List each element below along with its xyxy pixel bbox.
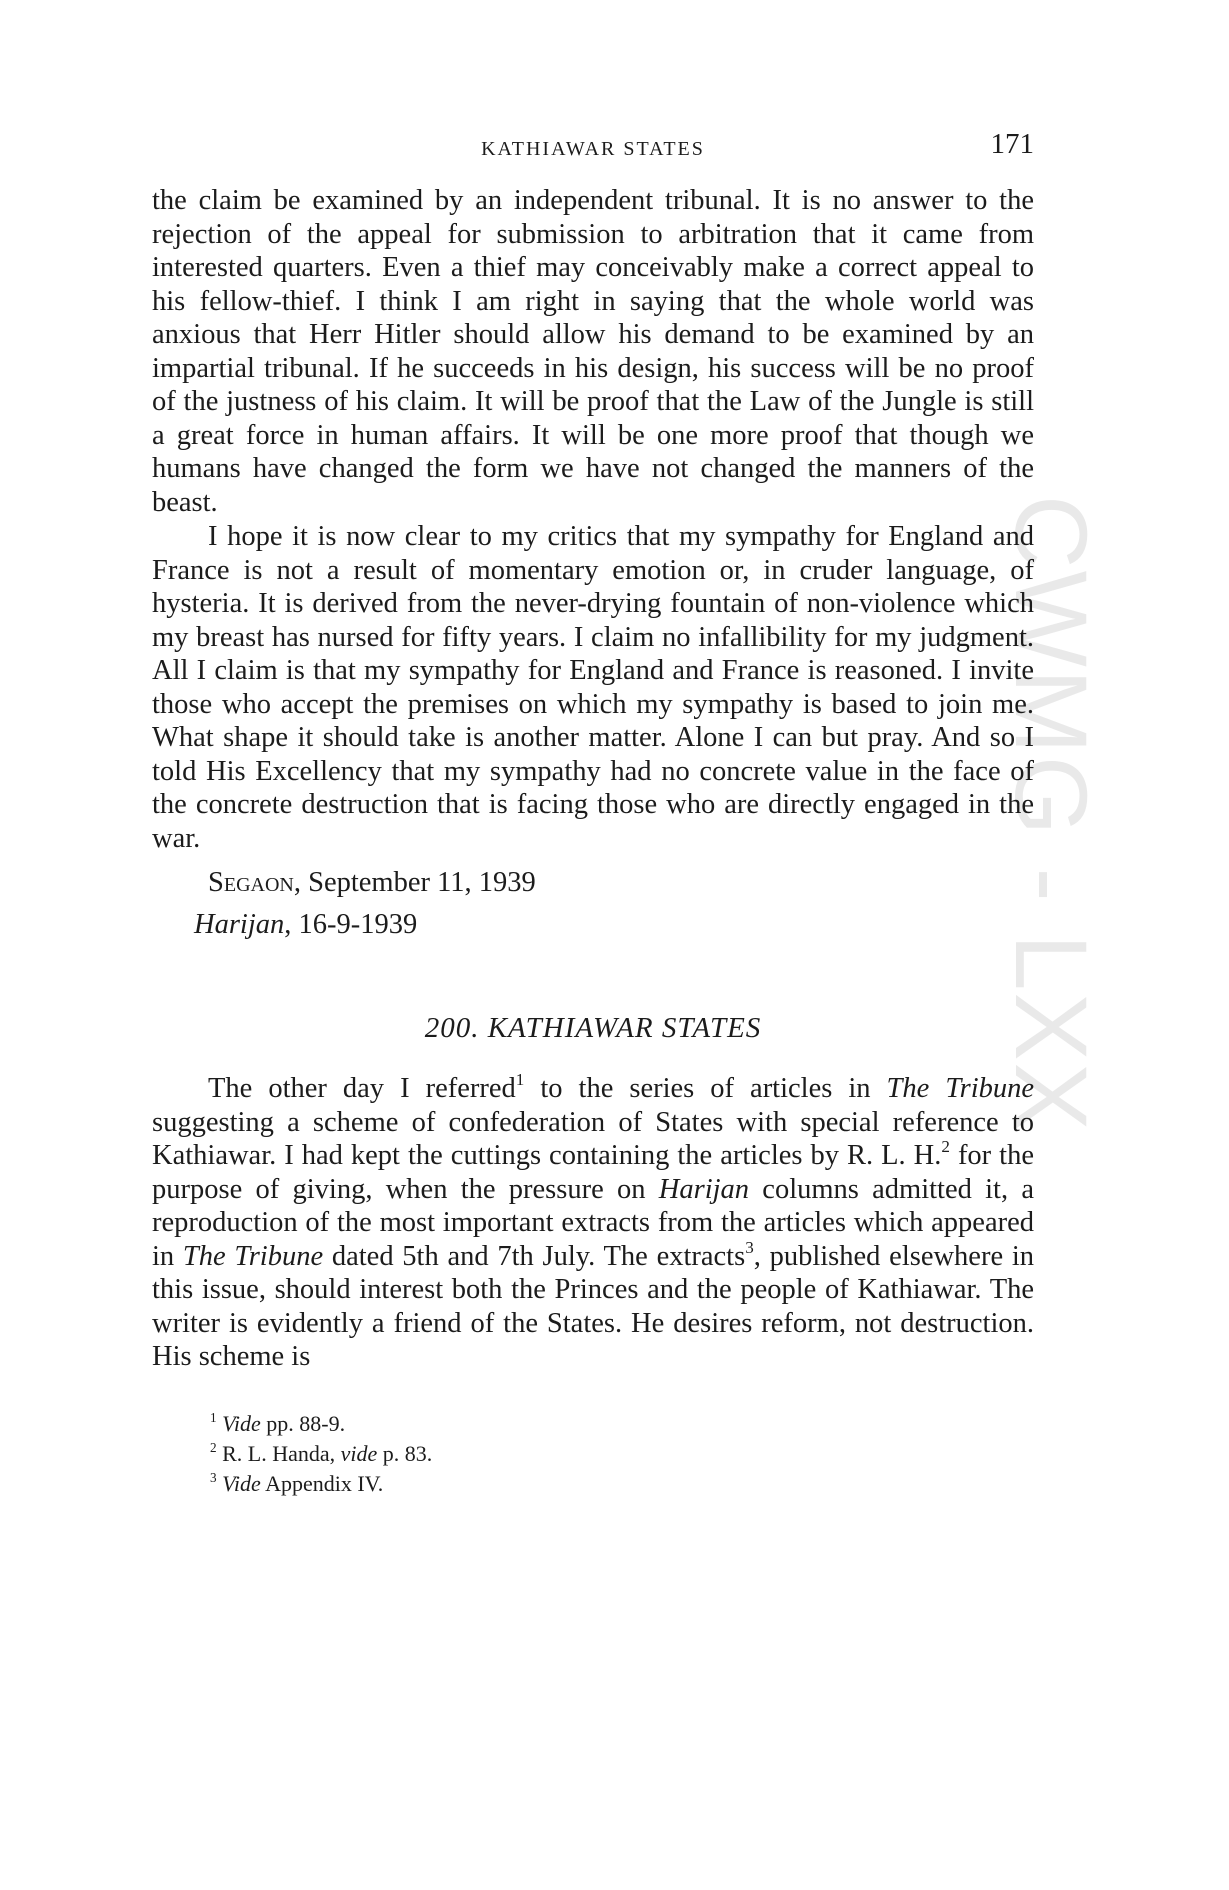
source-publication: Harijan (194, 909, 285, 940)
footnote-marker: 1 (210, 1409, 217, 1425)
footnote-text: pp. 88-9. (260, 1410, 346, 1436)
footnote-ref: 1 (515, 1070, 525, 1090)
text-run: dated 5th and 7th July. The extracts (323, 1240, 746, 1272)
publication-title: Harijan (658, 1173, 750, 1205)
publication-title: The Tribune (182, 1240, 324, 1272)
footnote-ref: 3 (745, 1237, 754, 1257)
text-run: for the purpose of giving, when the pressure on (152, 1140, 1035, 1205)
section-heading: 200. KATHIAWAR STATES (424, 1012, 762, 1044)
footnote-text: p. 83. (377, 1440, 433, 1466)
page-number: 171 (990, 128, 1034, 160)
text-run: to the series of articles in (524, 1073, 887, 1104)
footnote-text: R. L. Handa, (222, 1440, 341, 1466)
source-citation (194, 906, 1034, 944)
text-run: columns admitted it, a reproduction of the most important extracts from the articles which appeared in (152, 1173, 1034, 1272)
publication-title: The Tribune (886, 1073, 1035, 1104)
footnote (210, 1409, 1034, 1439)
dateline-place: Segaon (208, 867, 294, 898)
dateline-separator: , (293, 867, 309, 898)
footnote (210, 1469, 1034, 1499)
source-separator: , (284, 909, 299, 940)
text-run: , published elsewhere in this issue, should interest both the Princes and the people of Kathiawar. The writer is evidently a friend of the States. He desires reform, not destruction. His scheme is (152, 1240, 1035, 1372)
running-title: KATHIAWAR STATES (481, 138, 705, 160)
footnote (210, 1439, 1034, 1469)
dateline-date: September 11, 1939 (308, 867, 536, 898)
text-run: The other day I referred (208, 1073, 516, 1104)
footnote-text: Appendix IV. (260, 1470, 384, 1496)
footnote-ref: 2 (941, 1137, 950, 1157)
footnote-marker: 2 (210, 1439, 217, 1455)
footnote-italic: Vide (222, 1470, 261, 1496)
body-paragraph: the claim be examined by an independent tribunal. It is no answer to the rejection of the appeal for submission to arbitration that it came from interested quarters. Even a thief may conceivably make a correct appeal to his fellow-thief. I think I am right in saying that the whole world was anxious that Herr Hitler should allow his demand to be examined by an impartial tribunal. If he succeeds in his design, his success will be no proof of the justness of his claim. It will be proof that the Law of the Jungle is still a great force in human affairs. It will be one more proof that though we humans have changed the form we have not changed the manners of the beast. (152, 185, 1034, 518)
source-date: 16-9-1939 (298, 909, 418, 940)
section-paragraph (152, 1072, 1034, 1374)
footnote-marker: 3 (210, 1469, 217, 1485)
text-run: suggesting a scheme of confederation of States with special reference to Kathiawar. I had kept the cuttings containing the articles by R. L. H. (152, 1106, 1034, 1171)
footnotes (210, 1409, 1034, 1499)
page (152, 128, 1034, 1499)
dateline (208, 864, 1034, 902)
running-head (152, 128, 1034, 168)
footnote-italic: vide (340, 1440, 378, 1466)
body-paragraph: I hope it is now clear to my critics that my sympathy for England and France is not a result of momentary emotion or, in cruder language, of hysteria. It is derived from the never-drying fountain of non-violence which my breast has nursed for fifty years. I claim no infallibility for my judgment. All I claim is that my sympathy for England and France is reasoned. I invite those who accept the premises on which my sympathy is based to join me. What shape it should take is another matter. Alone I can but pray. And so I told His Excellency that my sympathy had no concrete value in the face of the concrete destruction that is facing those who are directly engaged in the war. (152, 521, 1034, 854)
footnote-italic: Vide (222, 1410, 261, 1436)
watermark: CWMG - LXX (994, 495, 1108, 1133)
